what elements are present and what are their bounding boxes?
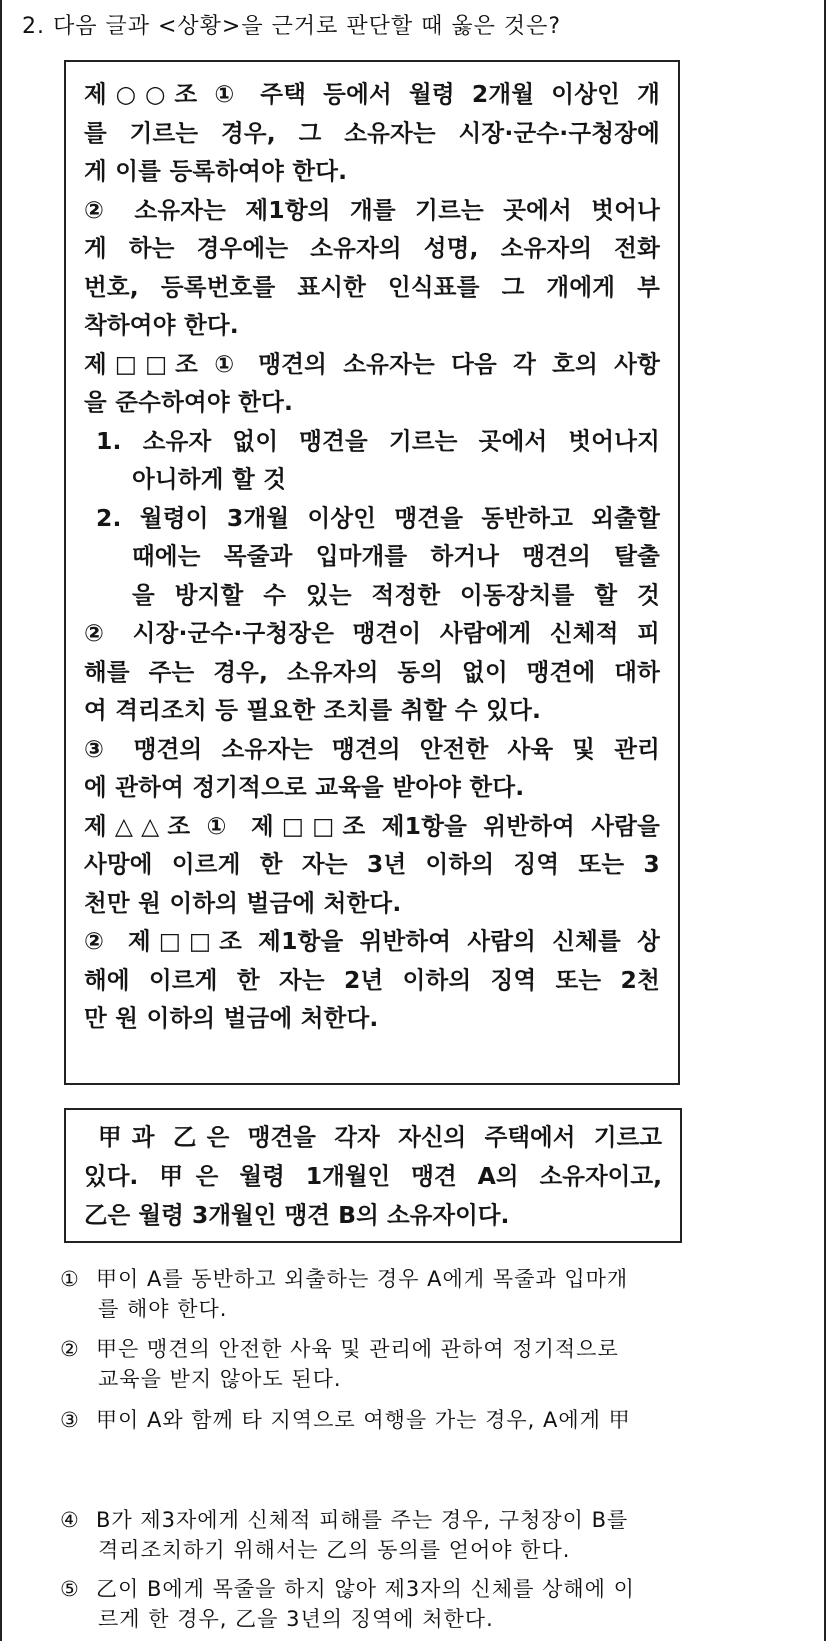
law-line: 을 준수하여야 한다. — [84, 388, 294, 416]
law-line: 여 격리조치 등 필요한 조치를 취할 수 있다. — [84, 696, 542, 724]
choice-number: ⑤ — [60, 1577, 80, 1601]
law-line: 2. 월령이 3개월 이상인 맹견을 동반하고 외출할 — [96, 503, 660, 532]
law-line: 제○○조 ① 주택 등에서 월령 2개월 이상인 개 — [84, 80, 660, 108]
choice-text-continued: 격리조치하기 위해서는 乙의 동의를 얻어야 한다. — [98, 1538, 571, 1562]
choice-text-continued: 르게 한 경우, 乙을 3년의 징역에 처한다. — [98, 1607, 494, 1631]
law-line: ② 제□□조 제1항을 위반하여 사람의 신체를 상 — [84, 927, 660, 955]
choice-text: B가 제3자에게 신체적 피해를 주는 경우, 구청장이 B를 — [96, 1508, 629, 1532]
choice-1[interactable] — [60, 1264, 760, 1324]
law-line: 게 이를 등록하여야 한다. — [84, 157, 348, 185]
question-title: 2. 다음 글과 <상황>을 근거로 판단할 때 옳은 것은? — [22, 14, 562, 39]
choice-text-continued: 교육을 받지 않아도 된다. — [98, 1367, 342, 1391]
law-line: 게 하는 경우에는 소유자의 성명, 소유자의 전화 — [84, 234, 660, 262]
choice-number: ① — [60, 1267, 80, 1291]
law-line: 아니하게 할 것 — [132, 465, 287, 493]
law-line: 제□□조 ① 맹견의 소유자는 다음 각 호의 사항 — [84, 349, 660, 378]
choice-text: 甲이 A를 동반하고 외출하는 경우 A에게 목줄과 입마개 — [96, 1267, 629, 1291]
law-line: 천만 원 이하의 벌금에 처한다. — [84, 888, 402, 917]
choice-4[interactable] — [60, 1505, 760, 1565]
choice-number: ④ — [60, 1508, 80, 1532]
choice-text: 甲은 맹견의 안전한 사육 및 관리에 관하여 정기적으로 — [96, 1337, 619, 1361]
law-line: 때에는 목줄과 입마개를 하거나 맹견의 탈출 — [132, 542, 660, 570]
law-line: 해에 이르게 한 자는 2년 이하의 징역 또는 2천 — [84, 965, 660, 994]
choice-text-continued: 를 해야 한다. — [98, 1297, 228, 1321]
situation-line: 乙은 월령 3개월인 맹견 B의 소유자이다. — [84, 1201, 510, 1229]
law-line: 에 관하여 정기적으로 교육을 받아야 한다. — [84, 773, 525, 801]
choice-5[interactable] — [60, 1574, 760, 1634]
law-line: 번호, 등록번호를 표시한 인식표를 그 개에게 부 — [84, 272, 660, 301]
choice-2[interactable] — [60, 1334, 760, 1394]
law-text-box — [64, 60, 680, 1085]
choice-number: ② — [60, 1337, 80, 1361]
situation-box — [64, 1108, 682, 1243]
choice-number: ③ — [60, 1408, 80, 1432]
choice-3[interactable] — [60, 1405, 760, 1435]
law-line: 만 원 이하의 벌금에 처한다. — [84, 1004, 379, 1032]
law-line: ② 시장·군수·구청장은 맹견이 사람에게 신체적 피 — [84, 619, 660, 647]
law-line: 사망에 이르게 한 자는 3년 이하의 징역 또는 3 — [84, 850, 660, 878]
law-line: 를 기르는 경우, 그 소유자는 시장·군수·구청장에 — [84, 118, 660, 147]
law-line: ③ 맹견의 소유자는 맹견의 안전한 사육 및 관리 — [84, 734, 660, 763]
law-line: 을 방지할 수 있는 적정한 이동장치를 할 것 — [132, 580, 660, 609]
law-line: 착하여야 한다. — [84, 311, 239, 339]
situation-line: 있다. 甲은 월령 1개월인 맹견 A의 소유자이고, — [84, 1162, 662, 1190]
situation-line: 甲과 乙은 맹견을 각자 자신의 주택에서 기르고 — [98, 1123, 662, 1151]
choice-text: 乙이 B에게 목줄을 하지 않아 제3자의 신체를 상해에 이 — [96, 1577, 635, 1601]
law-line: 1. 소유자 없이 맹견을 기르는 곳에서 벗어나지 — [96, 426, 660, 455]
law-line: 제△△조 ① 제□□조 제1항을 위반하여 사람을 — [84, 811, 660, 840]
law-line: 해를 주는 경우, 소유자의 동의 없이 맹견에 대하 — [84, 657, 660, 686]
law-line: ② 소유자는 제1항의 개를 기르는 곳에서 벗어나 — [84, 195, 660, 224]
choice-text: 甲이 A와 함께 타 지역으로 여행을 가는 경우, A에게 甲 — [96, 1408, 631, 1432]
